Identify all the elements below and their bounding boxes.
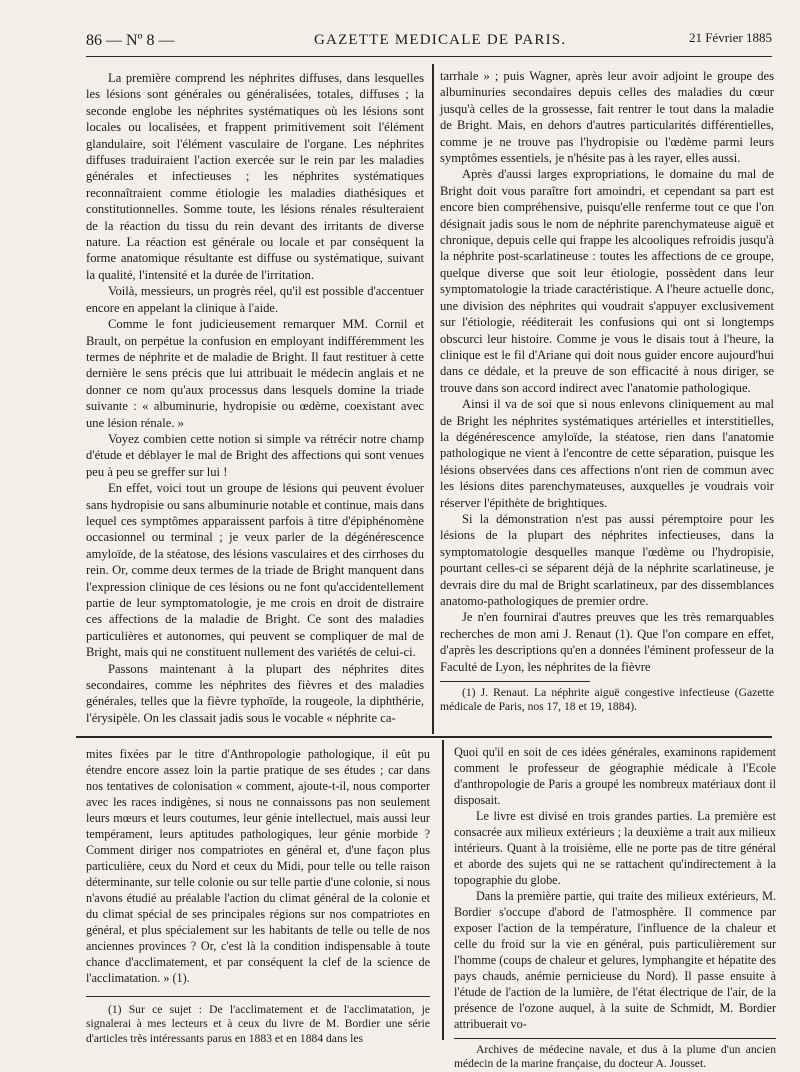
paragraph: tarrhale » ; puis Wagner, après leur avoir adjoint le groupe des albuminuries secondaires depuis celles des maladies du cœur jusqu'à celles de la grossesse, fait rentrer le tout dans la maladie de Bright. Mais, en dehors d'autres particularités différentielles, comme je ne trouve pas l'hydropisie ou l'œdème parmi leurs symptômes essentiels, je n'hésite pas à les rayer, elles aussi. [440,69,774,166]
paragraph: Quoi qu'il en soit de ces idées générales, examinons rapidement comment le professeur de géographie médicale à l'Ecole d'anthropologie de Paris a groupé les nombreux matériaux dont il disposait. [454,745,776,807]
bottom-left-column [86,746,430,1046]
paragraph: mites fixées par le titre d'Anthropologie pathologique, il eût pu étendre encore assez loin la partie pratique de ses études ; car dans nos tentatives de colonisation « comment, ajoute-t-il, nous comporter avec les races indigènes, si nous ne connaissons pas non seulement leurs mœurs et leurs coutumes, leur génie intellectuel, mais aussi leur tempérament, leurs aptitudes pathologiques, leur génie morbide ? Comment diriger nos compatriotes en général et, d'une façon plus particulière, ceux du Nord et ceux du Midi, pour telle ou telle raison déterminante, sur telle colonie ou sur telle partie d'une colonie, si nous n'avons étudié au préalable l'action du climat général de la colonie et du climat spécial de ses principales régions sur nos compatriotes en général, et plus spécialement sur les habitants de telle ou telle de nos anciennes provinces ? Or, c'est là la condition indispensable à toute chance d'acclimatement, et par conséquent la clef de la science de l'acclimatation. » (1). [86,747,430,985]
paragraph: Passons maintenant à la plupart des néphrites dites secondaires, comme les néphrites des fièvres et des maladies générales, telles que la fièvre typhoïde, la rougeole, la diphthérie, l'érysipèle. On les classait jadis sous le vocable « néphrite ca- [86,661,424,725]
footnote: (1) J. Renaut. La néphrite aiguë congestive infectieuse (Gazette médicale de Paris, nos 17, 18 et 19, 1884). [440,686,774,714]
footnote-rule [86,996,430,997]
paragraph: Le livre est divisé en trois grandes parties. La première est consacrée aux milieux extérieurs ; la deuxième a trait aux milieux intérieurs. Quant à la troisième, elle ne porte pas de titre général et aborde des sujets qui ne se rattachent qu'indirectement à la topographie du globe. [454,809,776,887]
journal-title: GAZETTE MEDICALE DE PARIS. [314,32,567,48]
top-right-column [440,68,774,715]
paragraph: Si la démonstration n'est pas aussi péremptoire pour les lésions de la plupart des néphrites infectieuses, dans la symptomatologie desquelles manque l'œdème ou l'hydropisie, pourtant celles-ci se séparent déjà de la néphrite scarlatineuse, je devrais dire du mal de Bright scarlatineux, par des dissemblances anatomo-pathologiques de premier ordre. [440,511,774,608]
footnote: Archives de médecine navale, et dus à la plume d'un ancien médecin de la marine française, du docteur A. Jousset. [454,1043,776,1071]
paragraph: Voilà, messieurs, un progrès réel, qu'il est possible d'accentuer encore en appelant la clinique à l'aide. [86,284,424,315]
footnote: (1) Sur ce sujet : De l'acclimatement et de l'acclimatation, je signalerai à mes lecteurs et à ceux du livre de M. Bordier une série d'articles très intéressants parus en 1883 et en 1884 dans les [86,1003,430,1045]
column-divider [442,740,444,1040]
column-divider [432,64,434,734]
paragraph: Comme le font judicieusement remarquer MM. Cornil et Brault, on perpétue la confusion en employant indifféremment les termes de néphrite et de maladie de Bright. Il faut restituer à cette dernière le sens précis que lui attribuait le médecin anglais et ne donner ce nom qu'aux processus dans lesquels domine la triade suivante : « albuminurie, hydropisie ou œdème, coexistant avec une lésion rénale. » [86,317,424,430]
bottom-right-column [454,744,776,1072]
paragraph: La première comprend les néphrites diffuses, dans lesquelles les lésions sont générales ou généralisées, totales, diffuses ; la seconde englobe les néphrites systématiques où les lésions sont locales ou localisées, et frappent primitivement soit l'élément glandulaire, soit l'élément vasculaire de l'organe. Les néphrites diffuses traduiraient l'action exercée sur le rein par les maladies générales et infectieuses ; les néphrites systématiques reconnaîtraient comme étiologie les maladies diathésiques et constitutionnelles. Somme toute, les lésions rénales résulteraient de la réaction du tissu du rein devant des irritants de diverse nature. La réaction est générale ou locale et par conséquent la forme anatomique résultante est diffuse ou systématique, suivant la qualité, l'intensité et la durée de l'irritation. [86,71,424,282]
footnote-rule [440,681,590,682]
paragraph: Après d'aussi larges expropriations, le domaine du mal de Bright doit vous paraître fort amoindri, et cependant sa part est encore bien compréhensive, puisqu'elle renferme tout ce que l'on désignait jadis sous le nom de néphrite parenchymateuse aiguë et chronique, depuis celle qui frappe les alcooliques refroidis jusqu'à la néphrite post-scarlatineuse : toutes les affections de ce groupe, quelque diverse que soit leur étiologie, possèdent dans leur symptomatologie la triade caractéristique. A l'heure actuelle donc, une division des néphrites qui voudrait s'appuyer exclusivement sur l'étiologie, rééditerait les confusions qui ont si longtemps obscurci leur histoire. Comme je vous le disais tout à l'heure, la clinique est le fil d'Ariane qui doit nous guider encore aujourd'hui dans ce dédale, et la preuve de son efficacité à nous diriger, se trouve dans son accord indirect avec l'anatomie pathologique. [440,167,774,395]
paragraph: Voyez combien cette notion si simple va rétrécir notre champ d'étude et déblayer le mal de Bright des affections qui sont venues peu à peu se greffer sur lui ! [86,431,424,479]
top-left-column [86,70,424,726]
page-header [86,30,772,57]
paragraph: Dans la première partie, qui traite des milieux extérieurs, M. Bordier s'occupe d'abord de l'atmosphère. Il commence par exposer l'action de la température, l'influence de la chaleur et celle du froid sur la vie en général, puis particulièrement sur l'homme (coups de chaleur et gelures, lymphangite et hépatite des pays chauds, anémie pernicieuse du Nord). Il passe ensuite à l'étude de l'action de la lumière, de l'état électrique de l'air, de la présence de l'ozone auquel, à la suite de Schmidt, M. Bordier attribuerait vo- [454,889,776,1031]
paragraph: En effet, voici tout un groupe de lésions qui peuvent évoluer sans hydropisie ou sans albuminurie notable et continue, mais dans lequel ces symptômes apparaissent parfois à titre d'épiphénomène occasionnel ou terminal ; je veux parler de la dégénérescence amyloïde, de la stéatose, des lésions vasculaires et des cirrhoses du rein. Or, comme deux termes de la triade de Bright manquent dans l'expression clinique de ces lésions ou ne font qu'accidentellement partie de leur symptomatologie, je me crois en droit de distraire ces affections de la maladie de Bright. Ce sont des maladies particulières et autonomes, qui peuvent se compliquer de mal de Bright, mais qui ne constituent nullement des variétés de celui-ci. [86,481,424,660]
footnote-rule [454,1038,776,1039]
section-divider [76,736,772,738]
issue-date: 21 Février 1885 [688,30,772,45]
paragraph: Je n'en fournirai d'autres preuves que les très remarquables recherches de mon ami J. Renaut (1). Que l'on compare en effet, d'après les descriptions qu'en a données l'éminent professeur de la Faculté de Lyon, les néphrites de la fièvre [440,610,774,674]
page-number: 86 — Nº 8 — [86,32,175,49]
paragraph: Ainsi il va de soi que si nous enlevons cliniquement au mal de Bright les néphrites systématiques artérielles et interstitielles, la dégénérescence amyloïde, la stéatose, rien dans l'anatomie pathologique ne vient à l'encontre de cette séparation, puisque les lésions observées dans ces affections n'ont rien de commun avec les lésions dites parenchymateuses, auxquelles je voudrais voir réserver l'épithète de brightiques. [440,397,774,510]
